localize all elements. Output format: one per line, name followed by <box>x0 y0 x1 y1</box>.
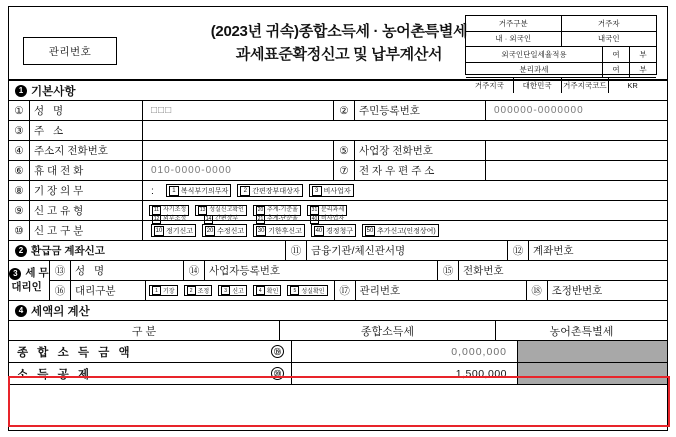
field-number-12: ⑫ <box>508 241 529 260</box>
field-number-6: ⑥ <box>9 161 30 180</box>
section-3-heading: 3 세 무 대리인 <box>9 261 50 300</box>
label-report-type: 신 고 유 형 <box>30 201 143 220</box>
field-number-5: ⑤ <box>334 141 355 160</box>
field-number-9: ⑨ <box>9 201 30 220</box>
foreign-flat-rate-no: 부 <box>639 49 647 59</box>
label-name: 성 명 <box>30 101 143 120</box>
report-kind-option-10[interactable]: 10 정기신고 <box>151 224 196 237</box>
residency-row-2 <box>466 32 656 48</box>
residency-value-2: 내국인 <box>597 34 620 44</box>
value-business-phone <box>486 141 667 160</box>
report-kind-option-50[interactable]: 50 추가신고(인정상여) <box>362 224 439 237</box>
section-1-heading <box>9 81 667 101</box>
agent-type-option-4[interactable]: 4 확인 <box>253 285 282 296</box>
field-number-15: ⑮ <box>438 261 459 280</box>
field-number-11: ⑪ <box>286 241 307 260</box>
separate-tax-label: 분리과세 <box>466 63 603 78</box>
report-kind-option-40[interactable]: 40 경정청구 <box>311 224 356 237</box>
field-number-16: ⑯ <box>50 281 71 300</box>
field-number-2: ② <box>334 101 355 120</box>
value-mobile-phone: 010-0000-0000 <box>143 161 334 180</box>
separate-tax-no: 부 <box>639 65 647 75</box>
agent-type-option-3[interactable]: 3 신고 <box>218 285 247 296</box>
label-agent-type: 대리구분 <box>71 281 146 300</box>
calc-header-rural-tax: 농어촌특별세 <box>549 325 614 338</box>
value-name: □□□ <box>143 101 334 120</box>
calc-value-total-income: 0,000,000 <box>292 341 518 362</box>
management-number-box <box>23 37 117 65</box>
value-home-phone <box>143 141 334 160</box>
residency-label-2: 내 · 외국인 <box>466 32 562 47</box>
calc-rural-total-income <box>518 341 667 362</box>
row-agent-info <box>50 261 667 281</box>
calc-label-total-income: 종 합 소 득 금 액 ⑲ <box>9 341 292 362</box>
label-report-kind: 신 고 구 분 <box>30 221 143 240</box>
section-2-title: 환급금 계좌신고 <box>31 245 105 257</box>
calc-header-income-tax: 종합소득세 <box>280 321 496 340</box>
label-address: 주 소 <box>30 121 143 140</box>
report-type-options <box>143 201 667 223</box>
row-agent-type <box>50 281 667 300</box>
section-4-title: 세액의 계산 <box>31 305 90 318</box>
label-agent-mgmt-no: 관리번호 <box>356 281 527 300</box>
label-home-phone: 주소지 전화번호 <box>30 141 143 160</box>
row-mobile-phone <box>9 161 667 181</box>
duty-colon: : <box>151 184 154 197</box>
section-4-number: 4 <box>15 305 27 317</box>
management-number-label: 관리번호 <box>48 45 92 58</box>
agent-type-option-5[interactable]: 5 성실확인 <box>287 285 327 296</box>
report-type-option-31[interactable]: 31 분리과세 40 비사업자 <box>307 205 347 216</box>
duty-option-3[interactable]: 3 비사업자 <box>309 184 354 197</box>
country-label: 거주지국 <box>466 78 514 93</box>
field-number-17: ⑰ <box>335 281 356 300</box>
row-report-kind <box>9 221 667 241</box>
residency-value-1: 거주자 <box>597 18 620 28</box>
duty-option-2[interactable]: 2 간편장부대상자 <box>237 184 302 197</box>
residency-row-4 <box>466 63 656 79</box>
separate-tax-yes: 여 <box>603 63 630 78</box>
country-code-label: 거주지국코드 <box>562 78 610 93</box>
agent-type-option-1[interactable]: 1 기장 <box>149 285 178 296</box>
section-2-row <box>9 241 667 261</box>
calc-mark-19: ⑲ <box>271 345 284 358</box>
report-kind-option-20[interactable]: 20 수정신고 <box>202 224 247 237</box>
report-type-option-20[interactable]: 20 추계-기준율 21 추계-단순율 <box>253 205 301 216</box>
country-value: 대한민국 <box>514 78 562 93</box>
table-row-income-deduction <box>9 363 667 385</box>
section-4-heading <box>9 301 667 321</box>
value-address <box>143 121 667 140</box>
calc-label-income-deduction: 소 득 공 제 ⑳ <box>9 363 292 384</box>
row-report-type <box>9 201 667 221</box>
section-2-number: 2 <box>15 245 27 257</box>
label-mobile-phone: 휴 대 전 화 <box>30 161 143 180</box>
row-bookkeeping-duty <box>9 181 667 201</box>
residency-info-grid <box>465 15 657 90</box>
residency-row-3 <box>466 47 656 63</box>
report-kind-option-30[interactable]: 30 기한후신고 <box>253 224 305 237</box>
section-3-number: 3 <box>9 268 21 280</box>
label-agent-name: 성 명 <box>71 261 184 280</box>
title-line-2: 과세표준확정신고 및 납부계산서 <box>235 45 443 63</box>
label-agent-phone: 전화번호 <box>463 265 504 277</box>
duty-option-1[interactable]: 1 복식부기의무자 <box>166 184 231 197</box>
field-number-8: ⑧ <box>9 181 30 200</box>
row-name <box>9 101 667 121</box>
section-3-rows <box>50 261 667 300</box>
row-address <box>9 121 667 141</box>
calc-header-row <box>9 321 667 341</box>
country-code-value: KR <box>627 80 638 90</box>
field-number-3: ③ <box>9 121 30 140</box>
field-number-7: ⑦ <box>334 161 355 180</box>
value-email <box>486 161 667 180</box>
label-business-phone: 사업장 전화번호 <box>355 141 486 160</box>
report-type-option-11[interactable]: 11 자기조정 12 외부조정 <box>149 205 189 216</box>
document-header <box>9 7 667 90</box>
label-resident-id: 주민등록번호 <box>355 101 486 120</box>
calc-header-category: 구 분 <box>9 321 280 340</box>
field-number-1: ① <box>9 101 30 120</box>
label-adjustment-group-no: 조정반번호 <box>551 285 603 297</box>
foreign-flat-rate-label: 외국인단일세율적용 <box>466 47 603 62</box>
calc-mark-20: ⑳ <box>271 367 284 380</box>
table-row-total-income <box>9 341 667 363</box>
field-number-14: ⑭ <box>184 261 205 280</box>
label-email: 전 자 우 편 주 소 <box>355 161 486 180</box>
value-resident-id: 000000-0000000 <box>494 105 584 116</box>
label-bookkeeping-duty: 기 장 의 무 <box>30 181 143 200</box>
bookkeeping-duty-options <box>143 181 667 200</box>
document-content <box>9 7 667 430</box>
section-3 <box>9 261 667 301</box>
residency-row-1 <box>466 16 656 32</box>
agent-type-option-2[interactable]: 2 조정 <box>184 285 213 296</box>
label-account-number: 계좌번호 <box>533 245 574 257</box>
calc-value-income-deduction: 1,500,000 <box>292 363 518 384</box>
section-1-number: 1 <box>15 85 27 97</box>
title-line-1: (2023년 귀속)종합소득세 · 농어촌특별세 <box>210 23 468 40</box>
report-type-option-13[interactable]: 13 성실신고확인 14 간편장부 <box>195 205 247 216</box>
row-home-phone <box>9 141 667 161</box>
field-number-18: ⑱ <box>527 281 548 300</box>
label-bank-name: 금융기관/체신관서명 <box>307 241 508 260</box>
agent-type-options <box>146 281 335 300</box>
document-body <box>9 80 667 385</box>
field-number-4: ④ <box>9 141 30 160</box>
section-2-heading <box>9 241 286 260</box>
label-agent-biz-no: 사업자등록번호 <box>205 261 438 280</box>
residency-label-1: 거주구분 <box>466 16 562 31</box>
field-number-10: ⑩ <box>9 221 30 240</box>
calc-rural-income-deduction <box>518 363 667 384</box>
report-kind-options <box>143 221 667 240</box>
field-number-13: ⑬ <box>50 261 71 280</box>
foreign-flat-rate-yes: 여 <box>603 47 630 62</box>
tax-calculation-table <box>9 321 667 385</box>
section-1-title: 기본사항 <box>31 85 76 98</box>
